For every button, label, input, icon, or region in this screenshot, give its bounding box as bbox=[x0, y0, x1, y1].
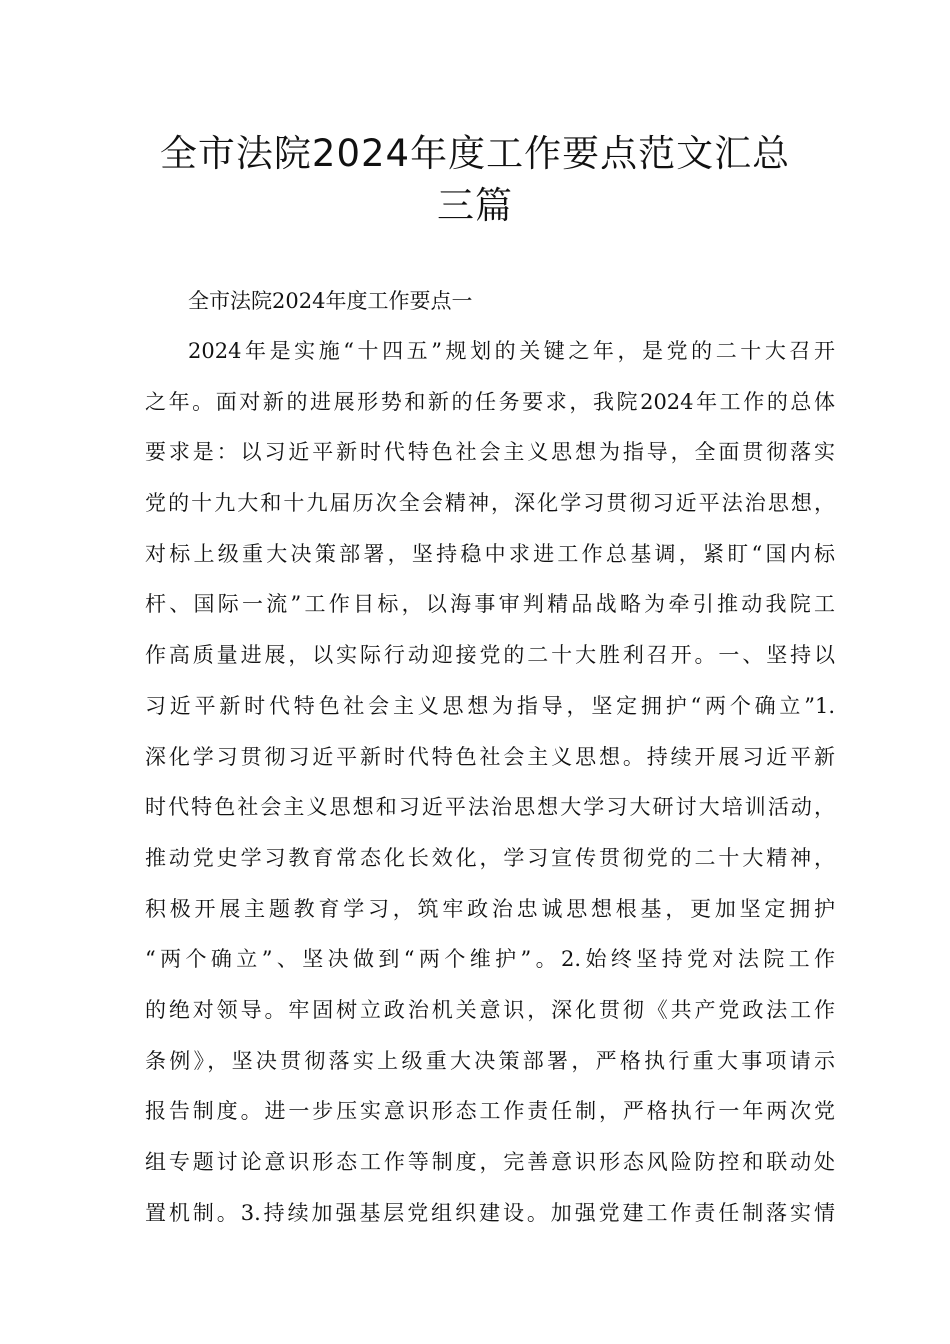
body-line: 2024年是实施“十四五”规划的关键之年，是党的二十大召开 bbox=[188, 339, 835, 363]
body-line: 对标上级重大决策部署，坚持稳中求进工作总基调，紧盯“国内标 bbox=[145, 541, 835, 566]
body-line: 之年。面对新的进展形势和新的任务要求，我院2024年工作的总体 bbox=[145, 389, 835, 414]
section-heading: 全市法院2024年度工作要点一 bbox=[188, 289, 473, 313]
body-line: 积极开展主题教育学习，筑牢政治忠诚思想根基，更加坚定拥护 bbox=[145, 896, 835, 921]
document-body bbox=[145, 336, 835, 1248]
body-line: 党的十九大和十九届历次全会精神，深化学习贯彻习近平法治思想， bbox=[145, 491, 835, 516]
body-line: 作高质量进展，以实际行动迎接党的二十大胜利召开。一、坚持以 bbox=[145, 643, 835, 668]
body-line: 深化学习贯彻习近平新时代特色社会主义思想。持续开展习近平新 bbox=[145, 744, 835, 769]
body-line: 要求是：以习近平新时代特色社会主义思想为指导，全面贯彻落实 bbox=[145, 440, 835, 465]
body-line: 杆、国际一流”工作目标，以海事审判精品战略为牵引推动我院工 bbox=[145, 592, 835, 617]
body-line: 组专题讨论意识形态工作等制度，完善意识形态风险防控和联动处 bbox=[145, 1150, 835, 1174]
body-line: “两个确立”、坚决做到“两个维护”。2.始终坚持党对法院工作 bbox=[145, 947, 835, 972]
body-line: 习近平新时代特色社会主义思想为指导，坚定拥护“两个确立”1. bbox=[145, 693, 835, 718]
body-line: 的绝对领导。牢固树立政治机关意识，深化贯彻《共产党政法工作 bbox=[145, 997, 835, 1022]
body-line: 推动党史学习教育常态化长效化，学习宣传贯彻党的二十大精神， bbox=[145, 845, 835, 870]
body-line: 条例》，坚决贯彻落实上级重大决策部署，严格执行重大事项请示 bbox=[145, 1048, 835, 1073]
body-line: 置机制。3.持续加强基层党组织建设。加强党建工作责任制落实情 bbox=[145, 1200, 835, 1225]
document-title-line-2: 三篇 bbox=[437, 184, 513, 227]
body-line: 报告制度。进一步压实意识形态工作责任制，严格执行一年两次党 bbox=[145, 1099, 835, 1124]
body-line: 时代特色社会主义思想和习近平法治思想大学习大研讨大培训活动， bbox=[145, 795, 835, 820]
document-title-line-1: 全市法院2024年度工作要点范文汇总 bbox=[159, 132, 791, 175]
